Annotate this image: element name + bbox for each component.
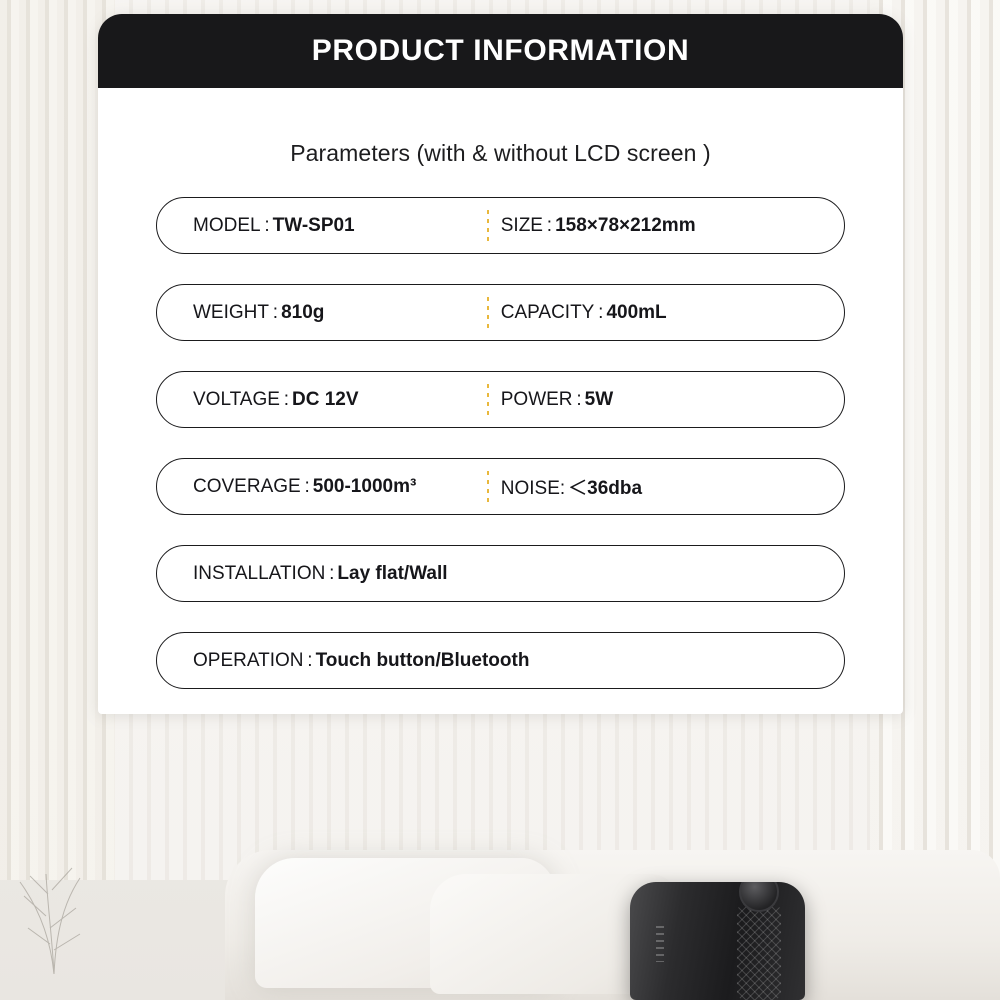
spec-weight <box>157 302 487 324</box>
device-mesh-pattern <box>737 904 781 1000</box>
page-title: PRODUCT INFORMATION <box>311 34 690 67</box>
spec-value: 400mL <box>606 301 667 323</box>
product-information-card <box>98 14 903 714</box>
spec-label: CAPACITY : <box>500 301 604 323</box>
spec-label: MODEL : <box>193 214 270 236</box>
spec-label: POWER : <box>500 388 582 410</box>
spec-voltage <box>157 389 487 411</box>
spec-label: INSTALLATION : <box>193 562 335 584</box>
row-divider <box>487 384 489 415</box>
spec-label: VOLTAGE : <box>193 388 290 410</box>
spec-coverage <box>157 476 487 498</box>
spec-model <box>157 215 487 237</box>
row-divider <box>487 210 489 241</box>
spec-noise <box>487 473 844 500</box>
table-row <box>156 458 845 515</box>
spec-capacity <box>487 302 844 324</box>
card-header <box>98 14 903 88</box>
plant-decor <box>6 824 101 974</box>
spec-label: OPERATION : <box>193 649 313 671</box>
spec-value: DC 12V <box>292 388 359 410</box>
spec-label: COVERAGE : <box>193 475 310 497</box>
spec-label: SIZE : <box>500 214 553 236</box>
spec-value: 5W <box>584 388 614 410</box>
spec-value: TW-SP01 <box>272 214 355 236</box>
spec-installation <box>157 563 844 585</box>
spec-value: Lay flat/Wall <box>337 562 448 584</box>
spec-power <box>487 389 844 411</box>
spec-value: 158×78×212mm <box>555 214 696 236</box>
table-row <box>156 197 845 254</box>
row-divider <box>487 471 489 502</box>
row-divider <box>487 297 489 328</box>
table-row <box>156 284 845 341</box>
spec-value: 810g <box>281 301 325 323</box>
parameters-subtitle: Parameters (with & without LCD screen ) <box>290 140 711 166</box>
device-indicator-dots <box>656 926 664 962</box>
table-row <box>156 371 845 428</box>
table-row <box>156 632 845 689</box>
table-row <box>156 545 845 602</box>
spec-label: NOISE: <box>500 478 566 499</box>
product-device <box>630 882 805 1000</box>
spec-value: ＜36dba <box>568 478 643 499</box>
spec-operation <box>157 650 844 672</box>
spec-label: WEIGHT : <box>193 301 279 323</box>
parameters-list <box>98 197 903 689</box>
spec-value: Touch button/Bluetooth <box>315 649 530 671</box>
spec-value: 500-1000m³ <box>312 475 417 497</box>
spec-size <box>487 215 844 237</box>
